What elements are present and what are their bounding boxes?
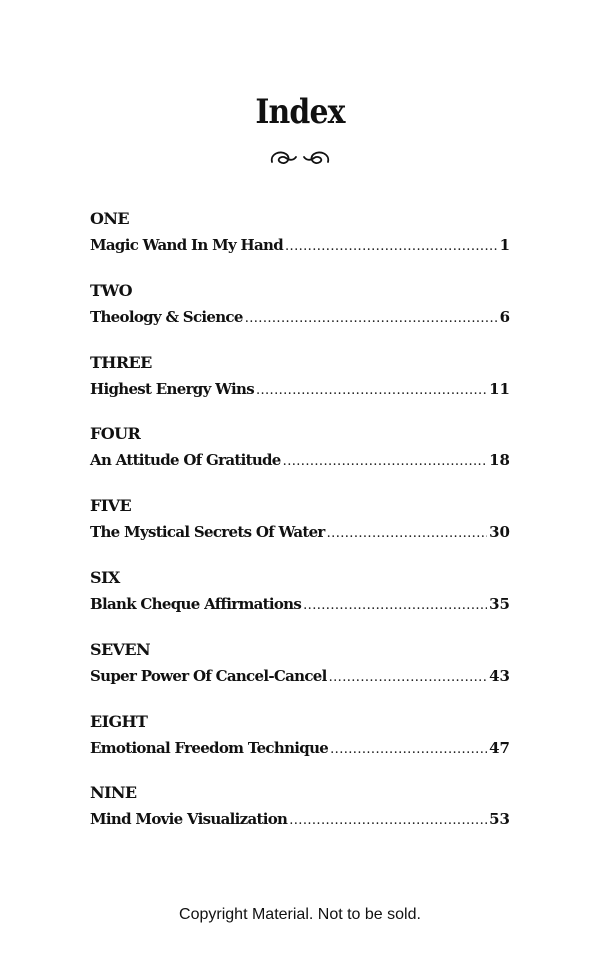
page-number: 53 [489,810,510,829]
dot-leader [245,307,498,331]
page-number: 47 [489,738,510,757]
toc-chapter-three[interactable] [90,350,510,422]
chapter-number: FOUR [90,424,141,444]
chapter-number: EIGHT [90,711,148,731]
copyright-footer: Copyright Material. Not to be sold. [179,906,421,923]
dot-leader [330,738,487,762]
toc-entry[interactable] [90,305,510,331]
toc-entry[interactable] [90,736,510,762]
chapter-title: Blank Cheque Affirmations [90,594,302,613]
toc-chapter-six[interactable] [90,565,510,637]
chapter-title: Emotional Freedom Technique [90,738,329,757]
toc-entry[interactable] [90,520,510,546]
toc-chapter-two[interactable] [90,278,510,350]
toc-chapter-four[interactable] [90,421,510,493]
toc-entry[interactable] [90,664,510,690]
dot-leader [327,522,487,546]
dot-leader [289,809,487,833]
page-number: 1 [499,236,510,254]
page-number: 43 [489,666,510,685]
chapter-number: FIVE [90,496,132,516]
dot-leader [285,235,498,259]
chapter-number: NINE [90,783,137,803]
page-number: 11 [489,379,510,398]
chapter-title: Highest Energy Wins [90,379,254,398]
chapter-number: THREE [90,352,152,372]
chapter-title: An Attitude Of Gratitude [90,451,281,470]
chapter-number: SEVEN [90,639,150,659]
chapter-title: Magic Wand In My Hand [90,236,284,254]
page-number: 35 [489,594,510,613]
dot-leader [283,450,487,474]
page-number: 6 [499,307,510,326]
dot-leader [303,594,487,618]
table-of-contents [90,206,510,852]
toc-entry[interactable] [90,377,510,403]
chapter-title: Mind Movie Visualization [90,810,288,829]
dot-leader [256,379,487,403]
chapter-number: SIX [90,567,120,587]
toc-chapter-one[interactable] [90,206,510,278]
flourish-ornament-icon [268,146,332,170]
chapter-number: ONE [90,209,129,228]
toc-chapter-seven[interactable] [90,637,510,709]
page-number: 30 [489,523,510,542]
chapter-number: TWO [90,280,133,300]
toc-chapter-nine[interactable] [90,780,510,852]
chapter-title: Super Power Of Cancel-Cancel [90,666,327,685]
toc-entry[interactable] [90,233,510,259]
toc-entry[interactable] [90,448,510,474]
dot-leader [329,666,488,690]
page-title: Index [255,92,345,132]
page-number: 18 [489,451,510,470]
toc-entry[interactable] [90,592,510,618]
chapter-title: Theology & Science [90,307,243,326]
toc-entry[interactable] [90,807,510,833]
chapter-title: The Mystical Secrets Of Water [90,523,325,542]
toc-chapter-five[interactable] [90,493,510,565]
toc-chapter-eight[interactable] [90,709,510,781]
